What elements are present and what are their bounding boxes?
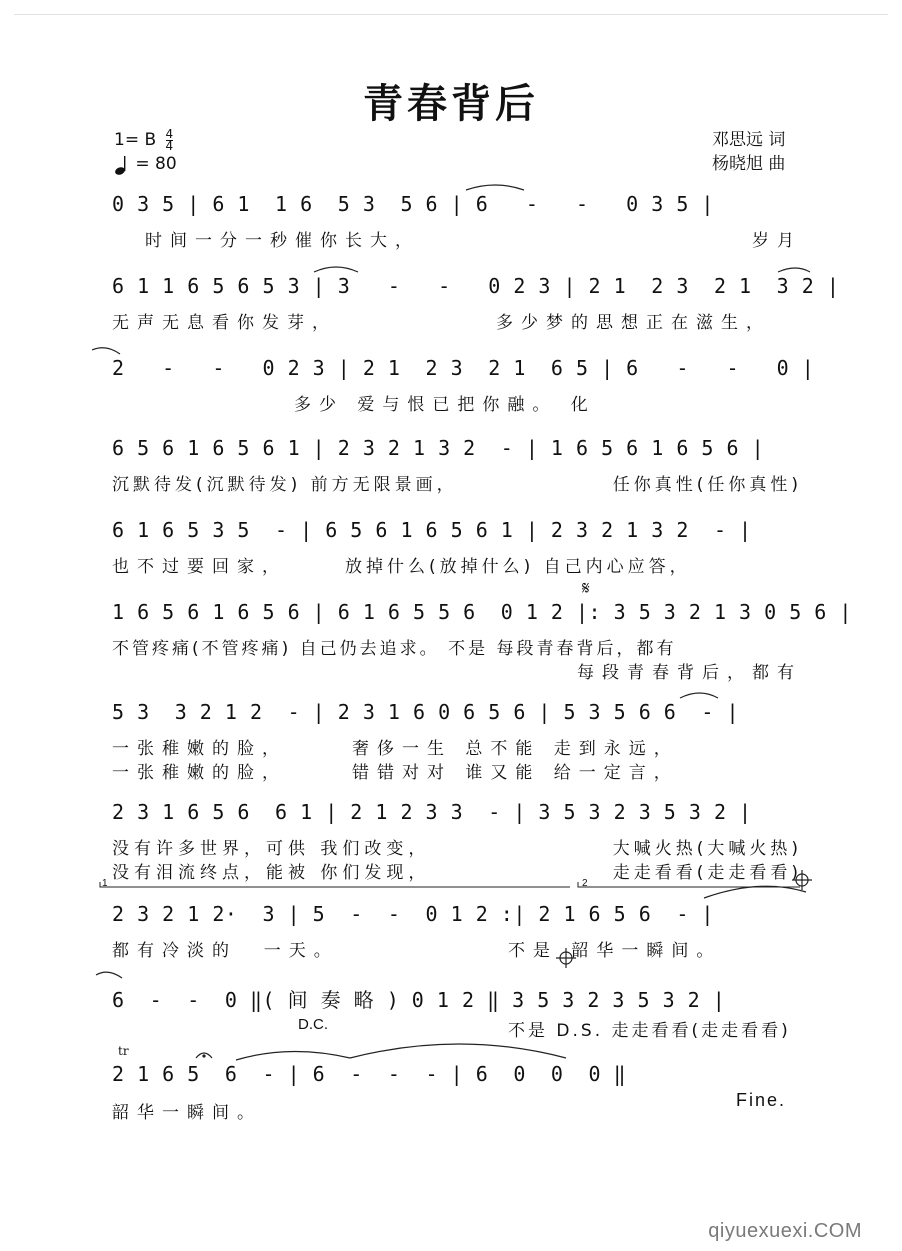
lyrics-row-1a: 时间一分一秒催你长大， — [145, 231, 420, 251]
lyrics-row-5a: 也不过要回家， — [112, 557, 287, 577]
composer-credit: 杨晓旭 曲 — [712, 154, 786, 174]
key-label: 1= B — [114, 130, 157, 150]
tempo-value: = 80 — [135, 154, 177, 174]
lyrics-row-4b: 任你真性(任你真性) — [612, 475, 802, 495]
notes-row-10: 6 - - 0 ‖( 间 奏 略 ) 0 1 2 ‖ 3 5 3 2 3 5 3 2 | — [112, 988, 726, 1012]
lyrics-row-7d: 错错对对 谁又能 给一定言， — [352, 763, 679, 783]
fine-marking: Fine. — [736, 1090, 787, 1110]
volta-1-label: 1 — [102, 878, 108, 889]
lyrics-row-8c: 没有泪流终点，能被 你们发现， — [112, 863, 431, 883]
tie-slur-8 — [236, 1051, 350, 1060]
lyrics-row-2a: 无声无息看你发芽， — [112, 313, 337, 333]
notes-row-1: 0 3 5 | 6 1 1 6 5 3 5 6 | 6 - - 0 3 5 | — [112, 192, 714, 216]
key-tempo-block — [114, 128, 177, 176]
notes-row-8: 2 3 1 6 5 6 6 1 | 2 1 2 3 3 - | 3 5 3 2 3 5 3 2 | — [112, 800, 752, 824]
tempo-marking — [114, 152, 177, 176]
site-watermark: qiyuexuexi.COM — [708, 1220, 862, 1242]
tie-slur-5 — [680, 693, 718, 698]
lyricist-credit: 邓思远 词 — [712, 130, 786, 150]
top-border — [14, 14, 888, 15]
key-signature — [114, 128, 177, 152]
volta-2-label: 2 — [582, 878, 588, 889]
song-title: 青春背后 — [363, 80, 539, 127]
lyrics-row-1b: 岁月 — [752, 231, 802, 251]
segno-sign: 𝄋 — [582, 578, 590, 598]
tie-slur-2 — [314, 267, 358, 272]
lyrics-row-8b: 大喊火热(大喊火热) — [612, 839, 802, 859]
tie-slur-1 — [466, 185, 524, 190]
tie-slur-7 — [704, 886, 806, 898]
lyrics-row-7c: 一张稚嫩的脸， — [112, 763, 287, 783]
time-sig-bottom: 4 — [165, 138, 174, 153]
lyrics-row-7b: 奢侈一生 总不能 走到永远， — [352, 739, 679, 759]
notes-row-6: 1 6 5 6 1 6 5 6 | 6 1 6 5 5 6 0 1 2 |: 3 5 3 2 1 3 0 5 6 | — [112, 600, 852, 624]
notes-row-7: 5 3 3 2 1 2 - | 2 3 1 6 0 6 5 6 | 5 3 5 6 6 - | — [112, 700, 740, 724]
notes-row-3: 2 - - 0 2 3 | 2 1 2 3 2 1 6 5 | 6 - - 0 | — [112, 356, 815, 380]
fermata-dot — [202, 1054, 205, 1057]
lyrics-row-6a: 不管疼痛(不管疼痛) 自己仍去追求。 不是 每段青春背后，都有 — [112, 639, 677, 659]
dc-marking: D.C. — [298, 1016, 328, 1033]
notes-row-2: 6 1 1 6 5 6 5 3 | 3 - - 0 2 3 | 2 1 2 3 2 1 3 2 | — [112, 274, 840, 298]
tie-slur-4 — [92, 348, 120, 354]
lyrics-row-8d: 走走看看(走走看看) — [612, 863, 802, 883]
lyrics-row-3: 多少 爱与恨已把你融。 化 — [294, 395, 596, 415]
lyrics-row-9b: 不是 韶华一瞬间。 — [508, 941, 722, 961]
quarter-note-icon — [114, 154, 130, 176]
notes-row-9: 2 3 2 1 2· 3 | 5 - - 0 1 2 :| 2 1 6 5 6 - | — [112, 902, 714, 926]
tie-slur-9 — [350, 1044, 566, 1058]
lyrics-row-6b: 每段青春背后，都有 — [577, 663, 802, 683]
notes-row-5: 6 1 6 5 3 5 - | 6 5 6 1 6 5 6 1 | 2 3 2 1 3 2 - | — [112, 518, 752, 542]
lyrics-row-11: 韶华一瞬间。 — [112, 1103, 262, 1123]
trill-marking: tr — [118, 1044, 129, 1058]
lyrics-row-7a: 一张稚嫩的脸， — [112, 739, 287, 759]
lyrics-row-4a: 沉默待发(沉默待发) 前方无限景画， — [112, 475, 458, 495]
notes-row-4: 6 5 6 1 6 5 6 1 | 2 3 2 1 3 2 - | 1 6 5 6 1 6 5 6 | — [112, 436, 765, 460]
time-signature — [165, 126, 174, 153]
fermata-arc — [196, 1053, 212, 1058]
credits-block — [712, 128, 785, 176]
tie-slur-6 — [96, 972, 122, 978]
tie-slur-3 — [778, 268, 810, 272]
lyrics-row-9a: 都有冷淡的 一天。 — [112, 941, 339, 961]
lyrics-row-5b: 放掉什么(放掉什么) 自己内心应答， — [345, 557, 691, 577]
lyrics-row-8a: 没有许多世界，可供 我们改变， — [112, 839, 431, 859]
notes-row-11: 2 1 6 5 6 - | 6 - - - | 6 0 0 0 ‖ — [112, 1062, 627, 1086]
time-sig-top: 4 — [165, 126, 174, 141]
lyrics-row-2b: 多少梦的思想正在滋生， — [496, 313, 771, 333]
lyrics-row-10: 不是 D.S. 走走看看(走走看看) — [508, 1021, 791, 1041]
